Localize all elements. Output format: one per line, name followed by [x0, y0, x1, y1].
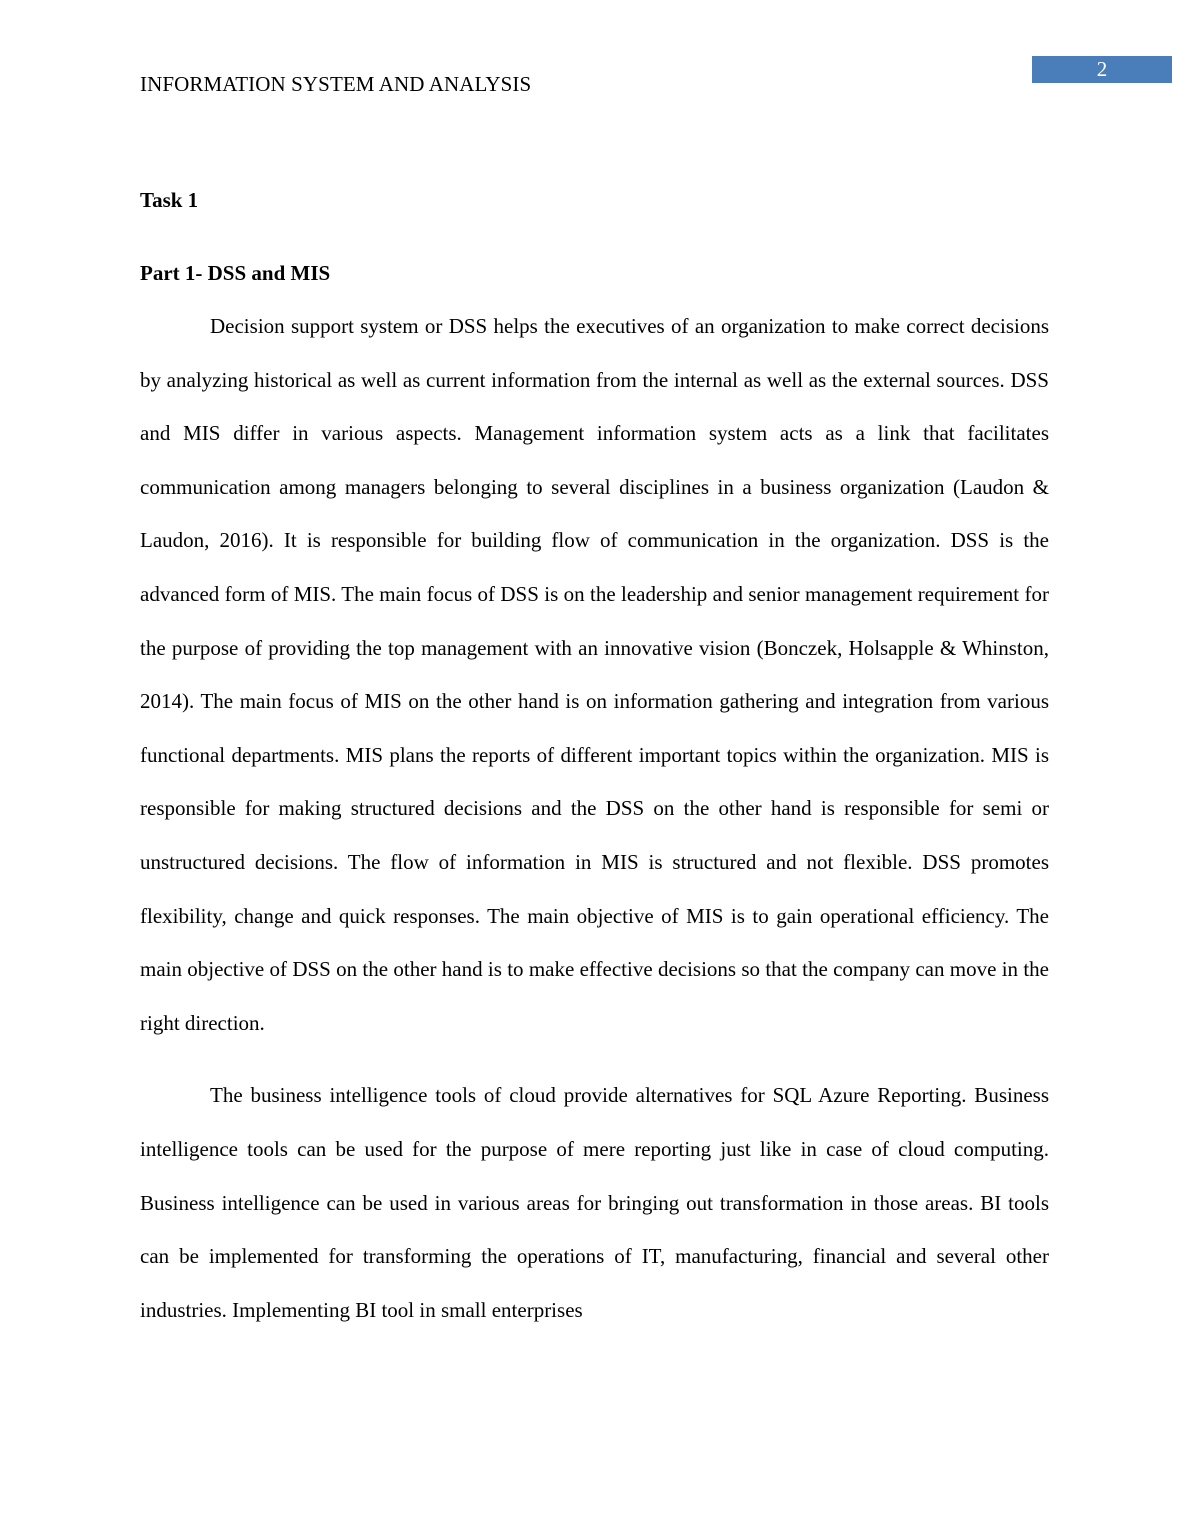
- part-heading: Part 1- DSS and MIS: [140, 261, 331, 285]
- page-number-badge: 2: [1032, 56, 1172, 83]
- body-paragraph-2: The business intelligence tools of cloud provide alternatives for SQL Azure Reporting. Business intelligence tools can be used for the purpose of mere reporting just like in case of cloud computing. Business intelligence can be used in various areas for bringing out transformation in those areas. BI tools can be implemented for transforming the operations of IT, manufacturing, financial and several other industries. Implementing BI tool in small enterprises: [140, 1083, 1049, 1322]
- document-body: [140, 180, 1049, 1337]
- running-head: INFORMATION SYSTEM AND ANALYSIS: [140, 72, 532, 96]
- task-heading: Task 1: [140, 188, 199, 212]
- body-paragraph-1: Decision support system or DSS helps the executives of an organization to make correct decisions by analyzing historical as well as current information from the internal as well as the external sources. DSS and MIS differ in various aspects. Management information system acts as a link that facilitates communication among managers belonging to several disciplines in a business organization (Laudon & Laudon, 2016). It is responsible for building flow of communication in the organization. DSS is the advanced form of MIS. The main focus of DSS is on the leadership and senior management requirement for the purpose of providing the top management with an innovative vision (Bonczek, Holsapple & Whinston, 2014). The main focus of MIS on the other hand is on information gathering and integration from various functional departments. MIS plans the reports of different important topics within the organization. MIS is responsible for making structured decisions and the DSS on the other hand is responsible for semi or unstructured decisions. The flow of information in MIS is structured and not flexible. DSS promotes flexibility, change and quick responses. The main objective of MIS is to gain operational efficiency. The main objective of DSS on the other hand is to make effective decisions so that the company can move in the right direction.: [140, 314, 1049, 1035]
